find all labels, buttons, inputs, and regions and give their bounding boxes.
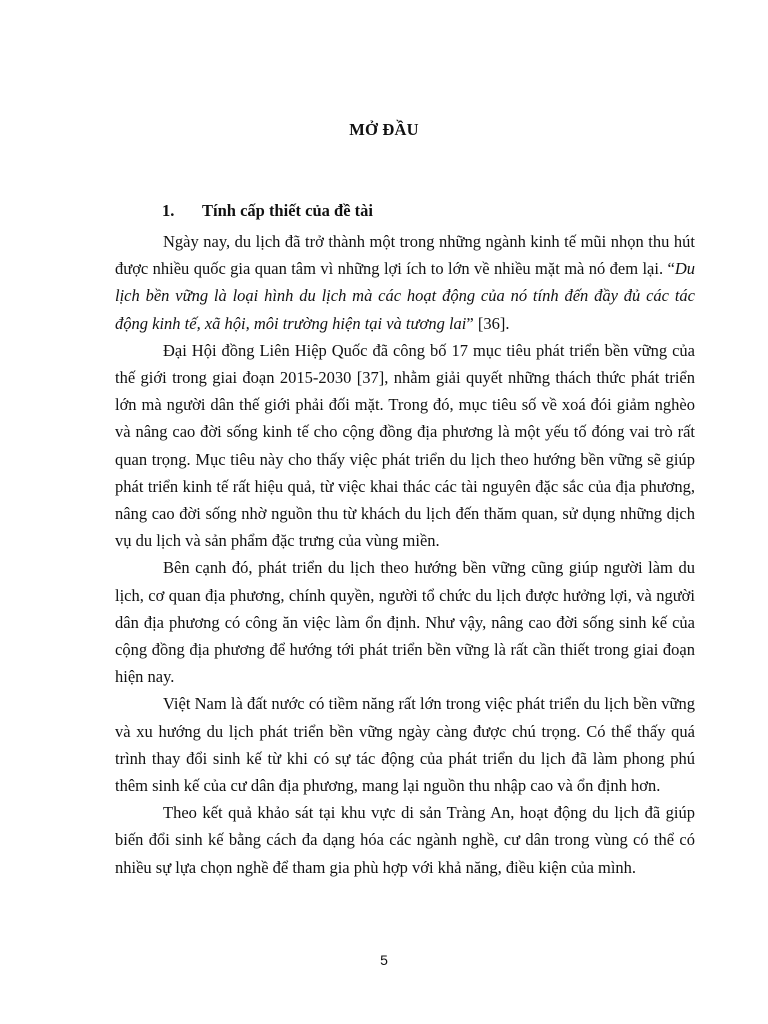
section-number: 1. bbox=[162, 201, 175, 220]
paragraph-1 bbox=[115, 228, 695, 337]
paragraph-4: Việt Nam là đất nước có tiềm năng rất lớn trong việc phát triển du lịch bền vững và xu hướng du lịch phát triển bền vững ngày càng được chú trọng. Có thể thấy quá trình thay đổi sinh kế từ khi có sự tác động của phát triển du lịch đã làm phong phú thêm sinh kế của cư dân địa phương, mang lại nguồn thu nhập cao và ổn định hơn. bbox=[115, 694, 695, 796]
section-heading bbox=[162, 201, 373, 221]
paragraph-5: Theo kết quả khảo sát tại khu vực di sản Tràng An, hoạt động du lịch đã giúp biến đổi sinh kế bằng cách đa dạng hóa các ngành nghề, cư dân trong vùng có thể có nhiều sự lựa chọn nghề để tham gia phù hợp với khả năng, điều kiện của mình. bbox=[115, 803, 695, 877]
section-heading-text: Tính cấp thiết của đề tài bbox=[202, 201, 373, 220]
paragraph-3: Bên cạnh đó, phát triển du lịch theo hướng bền vững cũng giúp người làm du lịch, cơ quan địa phương, chính quyền, người tổ chức du lịch được hưởng lợi, và người dân địa phương có công ăn việc làm ổn định. Như vậy, nâng cao đời sống sinh kế của cộng đồng địa phương để hướng tới phát triển bền vững là rất cần thiết trong giai đoạn hiện nay. bbox=[115, 558, 695, 687]
body-text bbox=[115, 228, 695, 881]
paragraph-1-quote: Du lịch bền vững là loại hình du lịch mà các hoạt động của nó tính đến đầy đủ các tác động kinh tế, xã hội, môi trường hiện tại và tương lai bbox=[115, 259, 695, 333]
paragraph-1-citation: ” [36]. bbox=[466, 313, 510, 333]
page-title: MỞ ĐẦU bbox=[349, 120, 419, 139]
paragraph-1-text: Ngày nay, du lịch đã trở thành một trong những ngành kinh tế mũi nhọn thu hút được nhiều quốc gia quan tâm vì những lợi ích to lớn về nhiều mặt mà nó đem lại. “ bbox=[115, 232, 695, 279]
page-number: 5 bbox=[380, 952, 388, 968]
paragraph-2: Đại Hội đồng Liên Hiệp Quốc đã công bố 17 mục tiêu phát triển bền vững của thế giới trong giai đoạn 2015-2030 [37], nhằm giải quyết những thách thức phát triển lớn mà người dân thế giới phải đối mặt. Trong đó, mục tiêu số về xoá đói giảm nghèo và nâng cao đời sống kinh tế cho cộng đồng địa phương là một yếu tố đóng vai trò rất quan trọng. Mục tiêu này cho thấy việc phát triển du lịch theo hướng bền vững sẽ giúp phát triển kinh tế rất hiệu quả, từ việc khai thác các tài nguyên đặc sắc của địa phương, nâng cao đời sống nhờ nguồn thu từ khách du lịch đến thăm quan, sử dụng những dịch vụ du lịch và sản phẩm đặc trưng của vùng miền. bbox=[115, 340, 695, 551]
